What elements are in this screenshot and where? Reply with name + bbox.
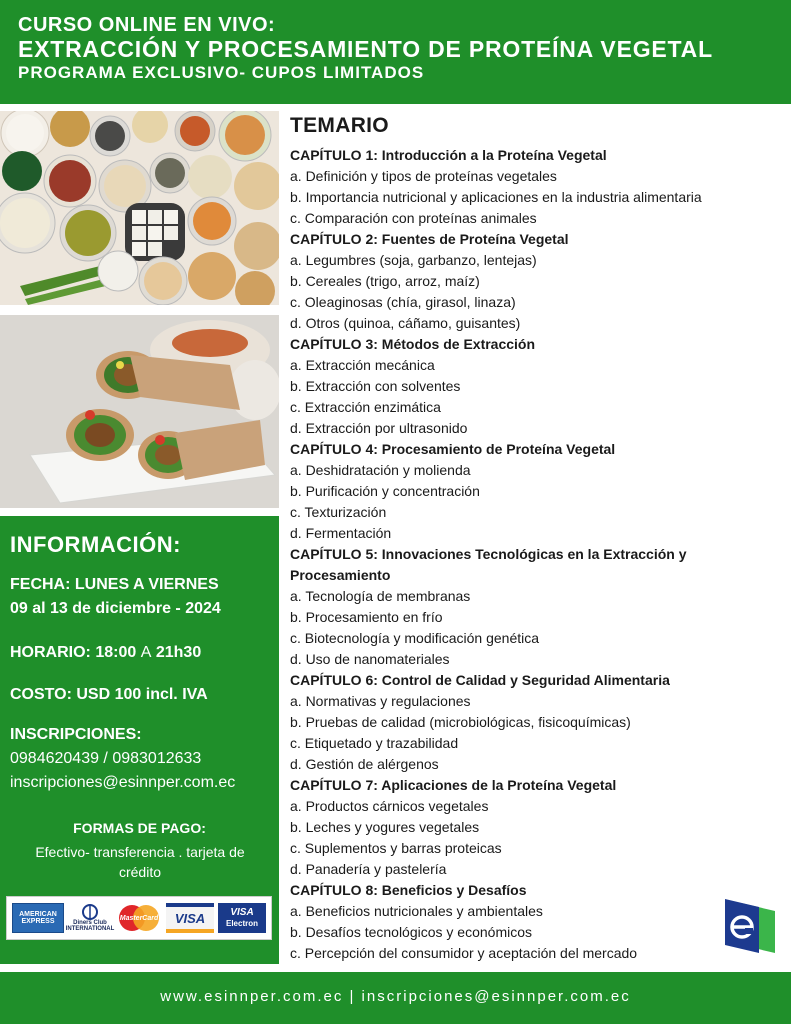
chapter-item: d. Panadería y pastelería <box>290 861 447 877</box>
schedule-end: 21h30 <box>155 644 202 661</box>
schedule-connector: A <box>140 644 152 661</box>
course-title: EXTRACCIÓN Y PROCESAMIENTO DE PROTEÍNA VEGETAL <box>18 36 713 62</box>
footer-contact[interactable]: www.esinnper.com.ec | inscripciones@esinnper.com.ec <box>160 988 631 1005</box>
chapter-item: c. Extracción enzimática <box>290 399 441 415</box>
mastercard-logo <box>116 903 162 933</box>
registration-email[interactable]: inscripciones@esinnper.com.ec <box>10 774 236 791</box>
chapter-item: a. Beneficios nutricionales y ambientales <box>290 903 543 919</box>
chapter-title: CAPÍTULO 5: Innovaciones Tecnológicas en la Extracción y Procesamiento <box>290 546 687 583</box>
info-title: INFORMACIÓN: <box>10 532 181 557</box>
chapter-item: b. Cereales (trigo, arroz, maíz) <box>290 273 480 289</box>
header-line-3: PROGRAMA EXCLUSIVO- CUPOS LIMITADOS <box>18 63 425 82</box>
chapter-item: d. Gestión de alérgenos <box>290 756 439 772</box>
payment-methods: Efectivo- transferencia . tarjeta de crédito <box>35 844 245 880</box>
chapter-item: c. Oleaginosas (chía, girasol, linaza) <box>290 294 516 310</box>
wraps-photo <box>0 315 279 508</box>
payment-title: FORMAS DE PAGO: <box>73 820 206 836</box>
chapter-item: c. Texturización <box>290 504 387 520</box>
diners-circle-icon <box>82 904 98 920</box>
chapter-item: c. Suplementos y barras proteicas <box>290 840 502 856</box>
chapter-item: b. Pruebas de calidad (microbiológicas, fisicoquímicas) <box>290 714 631 730</box>
chapter-title: CAPÍTULO 3: Métodos de Extracción <box>290 336 536 352</box>
esinnper-logo <box>725 897 775 963</box>
syllabus <box>290 114 785 964</box>
visa-logo: VISA <box>166 903 214 933</box>
schedule <box>10 644 201 662</box>
footer-bar <box>0 972 791 1024</box>
chapter-item: c. Etiquetado y trazabilidad <box>290 735 459 751</box>
chapter-item: a. Productos cárnicos vegetales <box>290 798 489 814</box>
chapter-title: CAPÍTULO 2: Fuentes de Proteína Vegetal <box>290 231 569 247</box>
chapter-title: CAPÍTULO 7: Aplicaciones de la Proteína Vegetal <box>290 777 617 793</box>
diners-logo <box>65 903 115 933</box>
chapter-item: a. Legumbres (soja, garbanzo, lentejas) <box>290 252 537 268</box>
schedule-label: HORARIO: <box>10 644 91 661</box>
information-panel <box>0 516 279 964</box>
amex-logo: AMERICAN EXPRESS <box>12 903 64 933</box>
cost: COSTO: USD 100 incl. IVA <box>10 686 208 703</box>
chapter-item: b. Procesamiento en frío <box>290 609 443 625</box>
chapter-list <box>290 145 785 964</box>
visa-electron-top: VISA <box>230 907 254 918</box>
chapter-item: d. Extracción por ultrasonido <box>290 420 468 436</box>
date-value: 09 al 13 de diciembre - 2024 <box>10 600 221 617</box>
chapter-item: a. Extracción mecánica <box>290 357 435 373</box>
chapter-item: d. Otros (quinoa, cáñamo, guisantes) <box>290 315 521 331</box>
header-banner <box>0 0 791 104</box>
chapter-item: d. Fermentación <box>290 525 392 541</box>
legumes-photo <box>0 111 279 305</box>
schedule-start: 18:00 <box>95 644 137 661</box>
date-label: FECHA: LUNES A VIERNES <box>10 576 219 593</box>
chapter-item: c. Biotecnología y modificación genética <box>290 630 540 646</box>
chapter-item: b. Extracción con solventes <box>290 378 461 394</box>
chapter-title: CAPÍTULO 8: Beneficios y Desafíos <box>290 882 527 898</box>
diners-label: Diners Club INTERNATIONAL <box>65 920 115 932</box>
chapter-item: a. Deshidratación y molienda <box>290 462 471 478</box>
chapter-item: c. Comparación con proteínas animales <box>290 210 537 226</box>
visa-electron-bottom: Electron <box>225 919 258 928</box>
visa-electron-logo <box>218 903 266 933</box>
card-logos <box>6 896 272 940</box>
chapter-item: d. Uso de nanomateriales <box>290 651 450 667</box>
mastercard-label: MasterCard <box>119 914 159 922</box>
header-line-1: CURSO ONLINE EN VIVO: <box>18 14 276 36</box>
chapter-item: b. Desafíos tecnológicos y económicos <box>290 924 533 940</box>
syllabus-title: TEMARIO <box>290 114 389 137</box>
registration-phones[interactable]: 0984620439 / 0983012633 <box>10 750 202 767</box>
chapter-title: CAPÍTULO 4: Procesamiento de Proteína Vegetal <box>290 441 616 457</box>
chapter-title: CAPÍTULO 6: Control de Calidad y Seguridad Alimentaria <box>290 672 670 688</box>
chapter-item: b. Importancia nutricional y aplicaciones en la industria alimentaria <box>290 189 702 205</box>
chapter-item: a. Normativas y regulaciones <box>290 693 471 709</box>
chapter-title: CAPÍTULO 1: Introducción a la Proteína Vegetal <box>290 147 607 163</box>
chapter-item: b. Leches y yogures vegetales <box>290 819 480 835</box>
chapter-item: a. Tecnología de membranas <box>290 588 471 604</box>
chapter-item: c. Percepción del consumidor y aceptación del mercado <box>290 945 638 961</box>
chapter-item: b. Purificación y concentración <box>290 483 480 499</box>
chapter-item: a. Definición y tipos de proteínas vegetales <box>290 168 557 184</box>
registration-label: INSCRIPCIONES: <box>10 726 142 743</box>
